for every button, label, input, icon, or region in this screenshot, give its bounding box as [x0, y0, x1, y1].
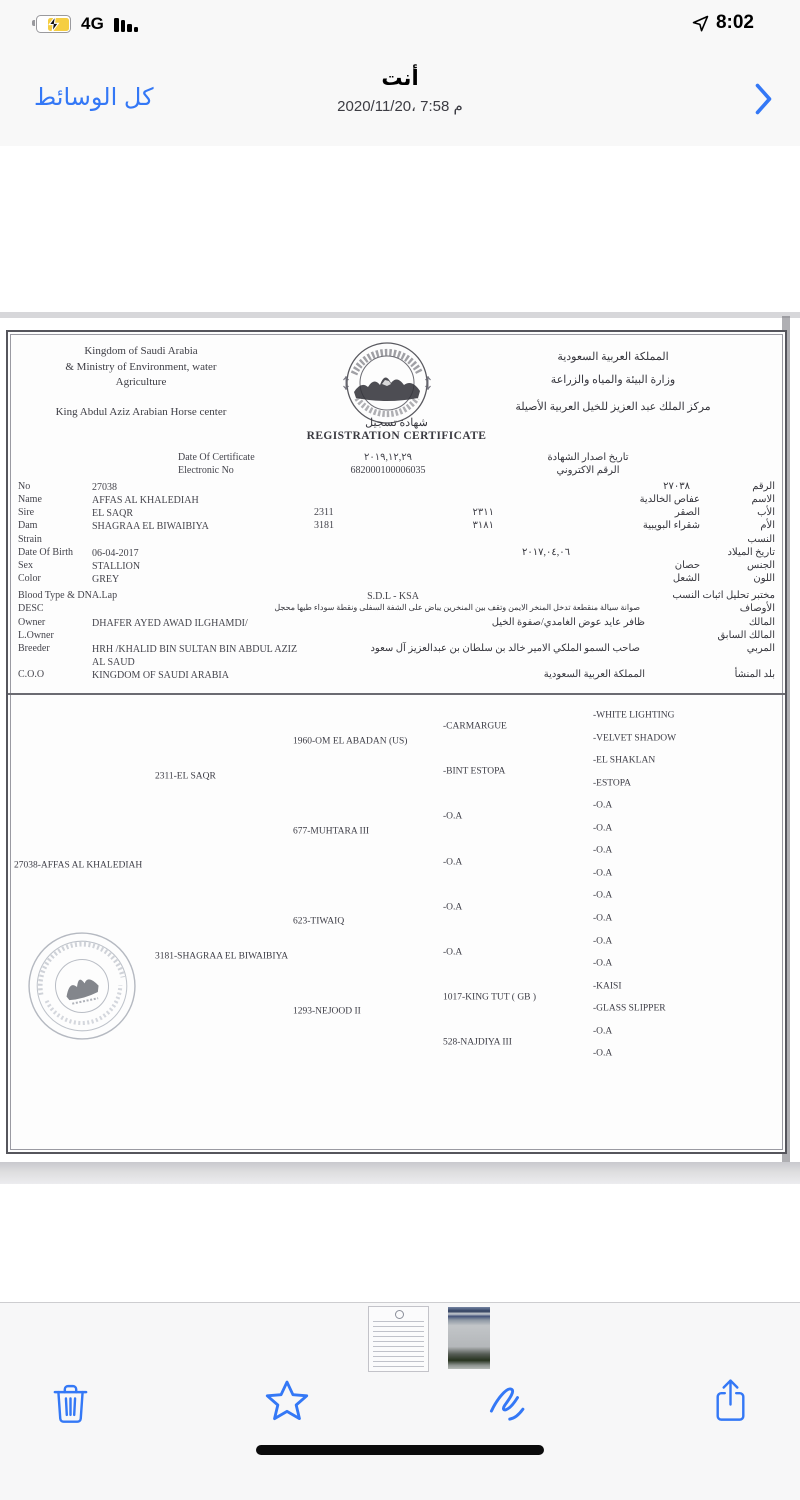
thumbnail-document[interactable] — [368, 1306, 429, 1372]
share-button[interactable] — [712, 1377, 749, 1425]
certificate-header-english: Kingdom of Saudi Arabia & Ministry of Environment, water Agriculture King Abdul Aziz Arabian Horse center — [55, 345, 227, 418]
pedigree-node: -KAISI — [593, 981, 622, 992]
share-icon — [712, 1377, 749, 1425]
status-bar — [0, 0, 800, 50]
network-type-label: 4G — [81, 14, 105, 33]
certificate-info-row: DESC صوانة سيالة منقطعة تدخل المنخر الايمن وتقف بين المنخرين يباض على الشفة السفلى ونقطة سوداء طيها محجل الأوصاف — [18, 603, 775, 615]
home-indicator[interactable] — [256, 1445, 544, 1455]
pedigree-node: 3181-SHAGRAA EL BIWAIBIYA — [155, 951, 289, 962]
certificate-info-row: Breeder HRH /KHALID BIN SULTAN BIN ABDUL AZIZ AL SAUD صاحب السمو الملكي الامير خالد بن سلطان بن عبدالعزيز آل سعود المربي — [18, 643, 775, 669]
scan-edge-top — [0, 312, 800, 318]
cellular-signal-icon — [114, 17, 138, 32]
pedigree-node: -O.A — [443, 811, 463, 822]
markup-icon — [487, 1383, 531, 1423]
certificate-info-row: Blood Type & DNA.Lap S.D.L - KSA مختبر تحليل اثبات النسب — [18, 590, 775, 603]
pedigree-node: -ESTOPA — [593, 778, 632, 789]
pedigree-node: -O.A — [593, 823, 613, 834]
pedigree-node: 1017-KING TUT ( GB ) — [443, 992, 537, 1003]
photo-sender-title: أنت — [381, 67, 419, 90]
markup-button[interactable] — [487, 1383, 531, 1423]
pedigree-node: -EL SHAKLAN — [593, 755, 656, 766]
certificate-info-row: C.O.O KINGDOM OF SAUDI ARABIA المملكة العربية السعودية بلد المنشأ — [18, 669, 775, 682]
trash-icon — [52, 1381, 89, 1426]
pedigree-node: -BINT ESTOPA — [443, 766, 506, 777]
pedigree-node: -O.A — [593, 890, 613, 901]
certificate-info-row: Date Of Birth 06-04-2017 ٢٠١٧,٠٤,٠٦ تاريخ الميلاد — [18, 546, 775, 559]
certificate-info-row: Name AFFAS AL KHALEDIAH عفاص الخالدية الاسم — [18, 493, 775, 506]
certificate-meta-row: Electronic No 682000100006035 الرقم الاكتروني — [178, 465, 620, 477]
thumbnail-text-lines — [373, 1321, 424, 1367]
charging-bolt-icon — [46, 15, 61, 33]
pedigree-node: -O.A — [593, 913, 613, 924]
back-link-all-media[interactable]: كل الوسائط — [34, 84, 154, 111]
pedigree-node: 677-MUHTARA III — [293, 826, 370, 837]
pedigree-node: -O.A — [593, 958, 613, 969]
pedigree-node: 1293-NEJOOD II — [293, 1006, 361, 1017]
certificate-info-row: Dam SHAGRAA EL BIWAIBIYA 3181 ٣١٨١ شقراء البويبية الأم — [18, 520, 775, 533]
pedigree-node: -WHITE LIGHTING — [593, 710, 675, 721]
certificate-info-row: Sire EL SAQR 2311 ٢٣١١ الصقر الأب — [18, 507, 775, 520]
status-time: 8:02 — [715, 12, 754, 33]
battery-charging-icon — [36, 15, 71, 33]
certificate-info-row: Strain النسب — [18, 533, 775, 545]
bottom-toolbar-area — [0, 1302, 800, 1500]
certificate-info-row: No 27038 ٢٧٠٣٨ الرقم — [18, 480, 775, 493]
navigation-bar — [0, 50, 800, 147]
pedigree-node: 623-TIWAIQ — [293, 916, 345, 927]
certificate-info-row: L.Owner المالك السابق — [18, 629, 775, 641]
nav-title-group — [200, 66, 600, 115]
thumbnail-photo[interactable] — [448, 1307, 490, 1369]
certificate-info-row: Owner DHAFER AYED AWAD ILGHAMDI/ ظافر عايد عوض الغامدي/صفوة الخيل المالك — [18, 616, 775, 629]
delete-button[interactable] — [52, 1381, 89, 1426]
certificate-info-row: Color GREY الشعل اللون — [18, 573, 775, 586]
certificate-header-arabic: المملكة العربية السعودية وزارة البيئة والمياه والزراعة مركز الملك عبد العزيز للخيل العربية الأصيلة — [515, 351, 711, 413]
pedigree-node: -O.A — [593, 1048, 613, 1059]
thumbnail-seal-mark — [395, 1310, 404, 1319]
pedigree-node: 27038-AFFAS AL KHALEDIAH — [14, 860, 143, 871]
pedigree-node: -O.A — [443, 857, 463, 868]
pedigree-node: -O.A — [593, 845, 613, 856]
official-round-stamp — [16, 920, 149, 1053]
photo-viewer[interactable] — [0, 146, 800, 1302]
certificate-title-english: REGISTRATION CERTIFICATE — [306, 430, 487, 442]
certificate-meta-row: Date Of Certificate ٢٠١٩,١٢,٢٩ تاريخ اصدار الشهادة — [178, 452, 629, 463]
certificate-info-row: Sex STALLION حصان الجنس — [18, 559, 775, 572]
pedigree-node: 1960-OM EL ABADAN (US) — [293, 736, 408, 747]
scan-edge-bottom — [0, 1162, 800, 1184]
chevron-right-icon[interactable] — [754, 82, 774, 116]
favorite-button[interactable] — [264, 1379, 310, 1423]
pedigree-node: -O.A — [443, 902, 463, 913]
pedigree-node: -CARMARGUE — [443, 721, 507, 732]
location-arrow-icon — [691, 14, 710, 33]
certificate-title-arabic: شهادة تسجيل — [365, 417, 428, 429]
star-icon — [264, 1379, 310, 1423]
pedigree-node: 2311-EL SAQR — [155, 771, 216, 782]
pedigree-node: -O.A — [593, 1026, 613, 1037]
pedigree-node: -O.A — [593, 936, 613, 946]
pedigree-node: -VELVET SHADOW — [593, 733, 677, 744]
pedigree-node: -O.A — [593, 800, 613, 811]
pedigree-node: 528-NAJDIYA III — [443, 1037, 512, 1048]
pedigree-node: -O.A — [443, 947, 463, 958]
pedigree-node: -O.A — [593, 868, 613, 879]
certificate-document — [6, 330, 787, 1154]
photo-date-subtitle: 2020/11/20، 7:58 م — [337, 98, 463, 115]
pedigree-node: -GLASS SLIPPER — [593, 1003, 666, 1014]
